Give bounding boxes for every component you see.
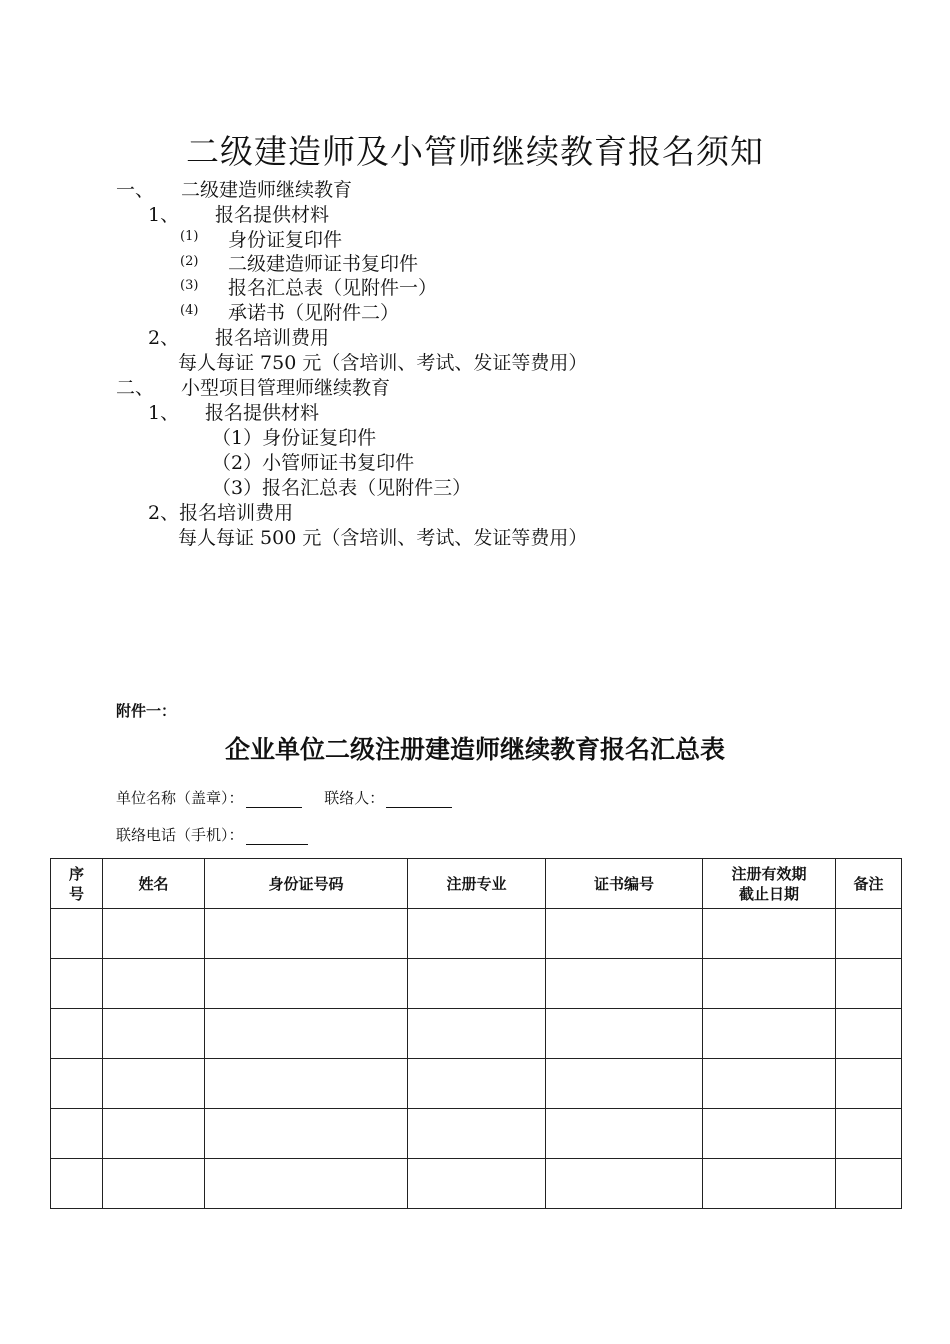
- page-title: 二级建造师及小管师继续教育报名须知: [186, 132, 764, 171]
- attachment-label: 附件一：: [116, 702, 177, 720]
- table-cell: [408, 1109, 546, 1159]
- section2-fee: 每人每证 500 元（含培训、考试、发证等费用）: [178, 527, 588, 549]
- material-text: 报名汇总表（见附件一）: [228, 277, 438, 299]
- column-header: 证书编号: [546, 859, 703, 909]
- table-cell: [205, 1009, 408, 1059]
- table-cell: [836, 909, 902, 959]
- table-cell: [836, 1159, 902, 1209]
- section1-item2-number: 2、: [148, 327, 180, 349]
- contact-person-blank: [386, 791, 452, 808]
- section2-item1-label: 报名提供材料: [205, 402, 320, 424]
- table-cell: [836, 1009, 902, 1059]
- table-cell: [703, 1159, 836, 1209]
- table-cell: [836, 1059, 902, 1109]
- section1-number: 一、: [116, 179, 155, 201]
- section2-item1-number: 1、: [148, 402, 180, 424]
- table-row: [51, 909, 902, 959]
- section2-heading: 小型项目管理师继续教育: [181, 377, 391, 399]
- table-cell: [546, 959, 703, 1009]
- material-text: 二级建造师证书复印件: [228, 253, 419, 275]
- phone-row: [116, 824, 308, 845]
- table-cell: [408, 1009, 546, 1059]
- table-cell: [546, 1009, 703, 1059]
- table-cell: [205, 909, 408, 959]
- table-cell: [205, 1159, 408, 1209]
- table-row: [51, 1059, 902, 1109]
- material-number: (3): [180, 278, 199, 293]
- material-text: （3）报名汇总表（见附件三）: [212, 477, 472, 499]
- table-cell: [51, 1109, 103, 1159]
- table-cell: [703, 1059, 836, 1109]
- table-cell: [408, 909, 546, 959]
- table-cell: [408, 1159, 546, 1209]
- section1-fee: 每人每证 750 元（含培训、考试、发证等费用）: [178, 352, 588, 374]
- material-text: （2）小管师证书复印件: [212, 452, 415, 474]
- table-cell: [51, 909, 103, 959]
- table-cell: [205, 1109, 408, 1159]
- section1-heading: 二级建造师继续教育: [181, 179, 353, 201]
- material-text: 身份证复印件: [228, 229, 343, 251]
- table-cell: [546, 1059, 703, 1109]
- phone-label: 联络电话（手机）：: [116, 826, 244, 844]
- column-header: 注册有效期 截止日期: [703, 859, 836, 909]
- material-number: (4): [180, 303, 199, 318]
- unit-name-blank: [246, 791, 302, 808]
- unit-name-row: [116, 787, 452, 808]
- table-cell: [836, 1109, 902, 1159]
- table-cell: [103, 1009, 205, 1059]
- table-header-row: [51, 859, 902, 909]
- table-cell: [51, 959, 103, 1009]
- table-row: [51, 1159, 902, 1209]
- column-header: 身份证号码: [205, 859, 408, 909]
- table-cell: [103, 909, 205, 959]
- table-cell: [205, 959, 408, 1009]
- section2-item2-label: 2、报名培训费用: [148, 502, 294, 524]
- table-cell: [703, 1109, 836, 1159]
- section1-item1-label: 报名提供材料: [215, 204, 330, 226]
- contact-person-label: 联络人：: [324, 789, 385, 807]
- table-cell: [51, 1009, 103, 1059]
- phone-blank: [246, 828, 308, 845]
- table-row: [51, 1009, 902, 1059]
- attachment-title: 企业单位二级注册建造师继续教育报名汇总表: [224, 735, 725, 764]
- table-cell: [51, 1159, 103, 1209]
- table-cell: [836, 959, 902, 1009]
- table-cell: [546, 909, 703, 959]
- table-cell: [703, 959, 836, 1009]
- table-cell: [205, 1059, 408, 1109]
- section1-item1-number: 1、: [148, 204, 180, 226]
- table-cell: [103, 959, 205, 1009]
- table-row: [51, 959, 902, 1009]
- table-cell: [103, 1159, 205, 1209]
- table-cell: [103, 1109, 205, 1159]
- table-cell: [546, 1159, 703, 1209]
- table-cell: [703, 1009, 836, 1059]
- column-header: 序 号: [51, 859, 103, 909]
- section2-number: 二、: [116, 377, 155, 399]
- table-row: [51, 1109, 902, 1159]
- table-cell: [408, 1059, 546, 1109]
- material-number: (1): [180, 229, 199, 244]
- material-text: 承诺书（见附件二）: [228, 302, 400, 324]
- table-cell: [103, 1059, 205, 1109]
- column-header: 备注: [836, 859, 902, 909]
- table-cell: [408, 959, 546, 1009]
- table-cell: [703, 909, 836, 959]
- section1-item2-label: 报名培训费用: [215, 327, 330, 349]
- table-cell: [51, 1059, 103, 1109]
- unit-name-label: 单位名称（盖章）：: [116, 789, 244, 807]
- material-text: （1）身份证复印件: [212, 427, 377, 449]
- material-number: (2): [180, 254, 199, 269]
- column-header: 注册专业: [408, 859, 546, 909]
- table-cell: [546, 1109, 703, 1159]
- registration-summary-table: [50, 858, 902, 1209]
- column-header: 姓名: [103, 859, 205, 909]
